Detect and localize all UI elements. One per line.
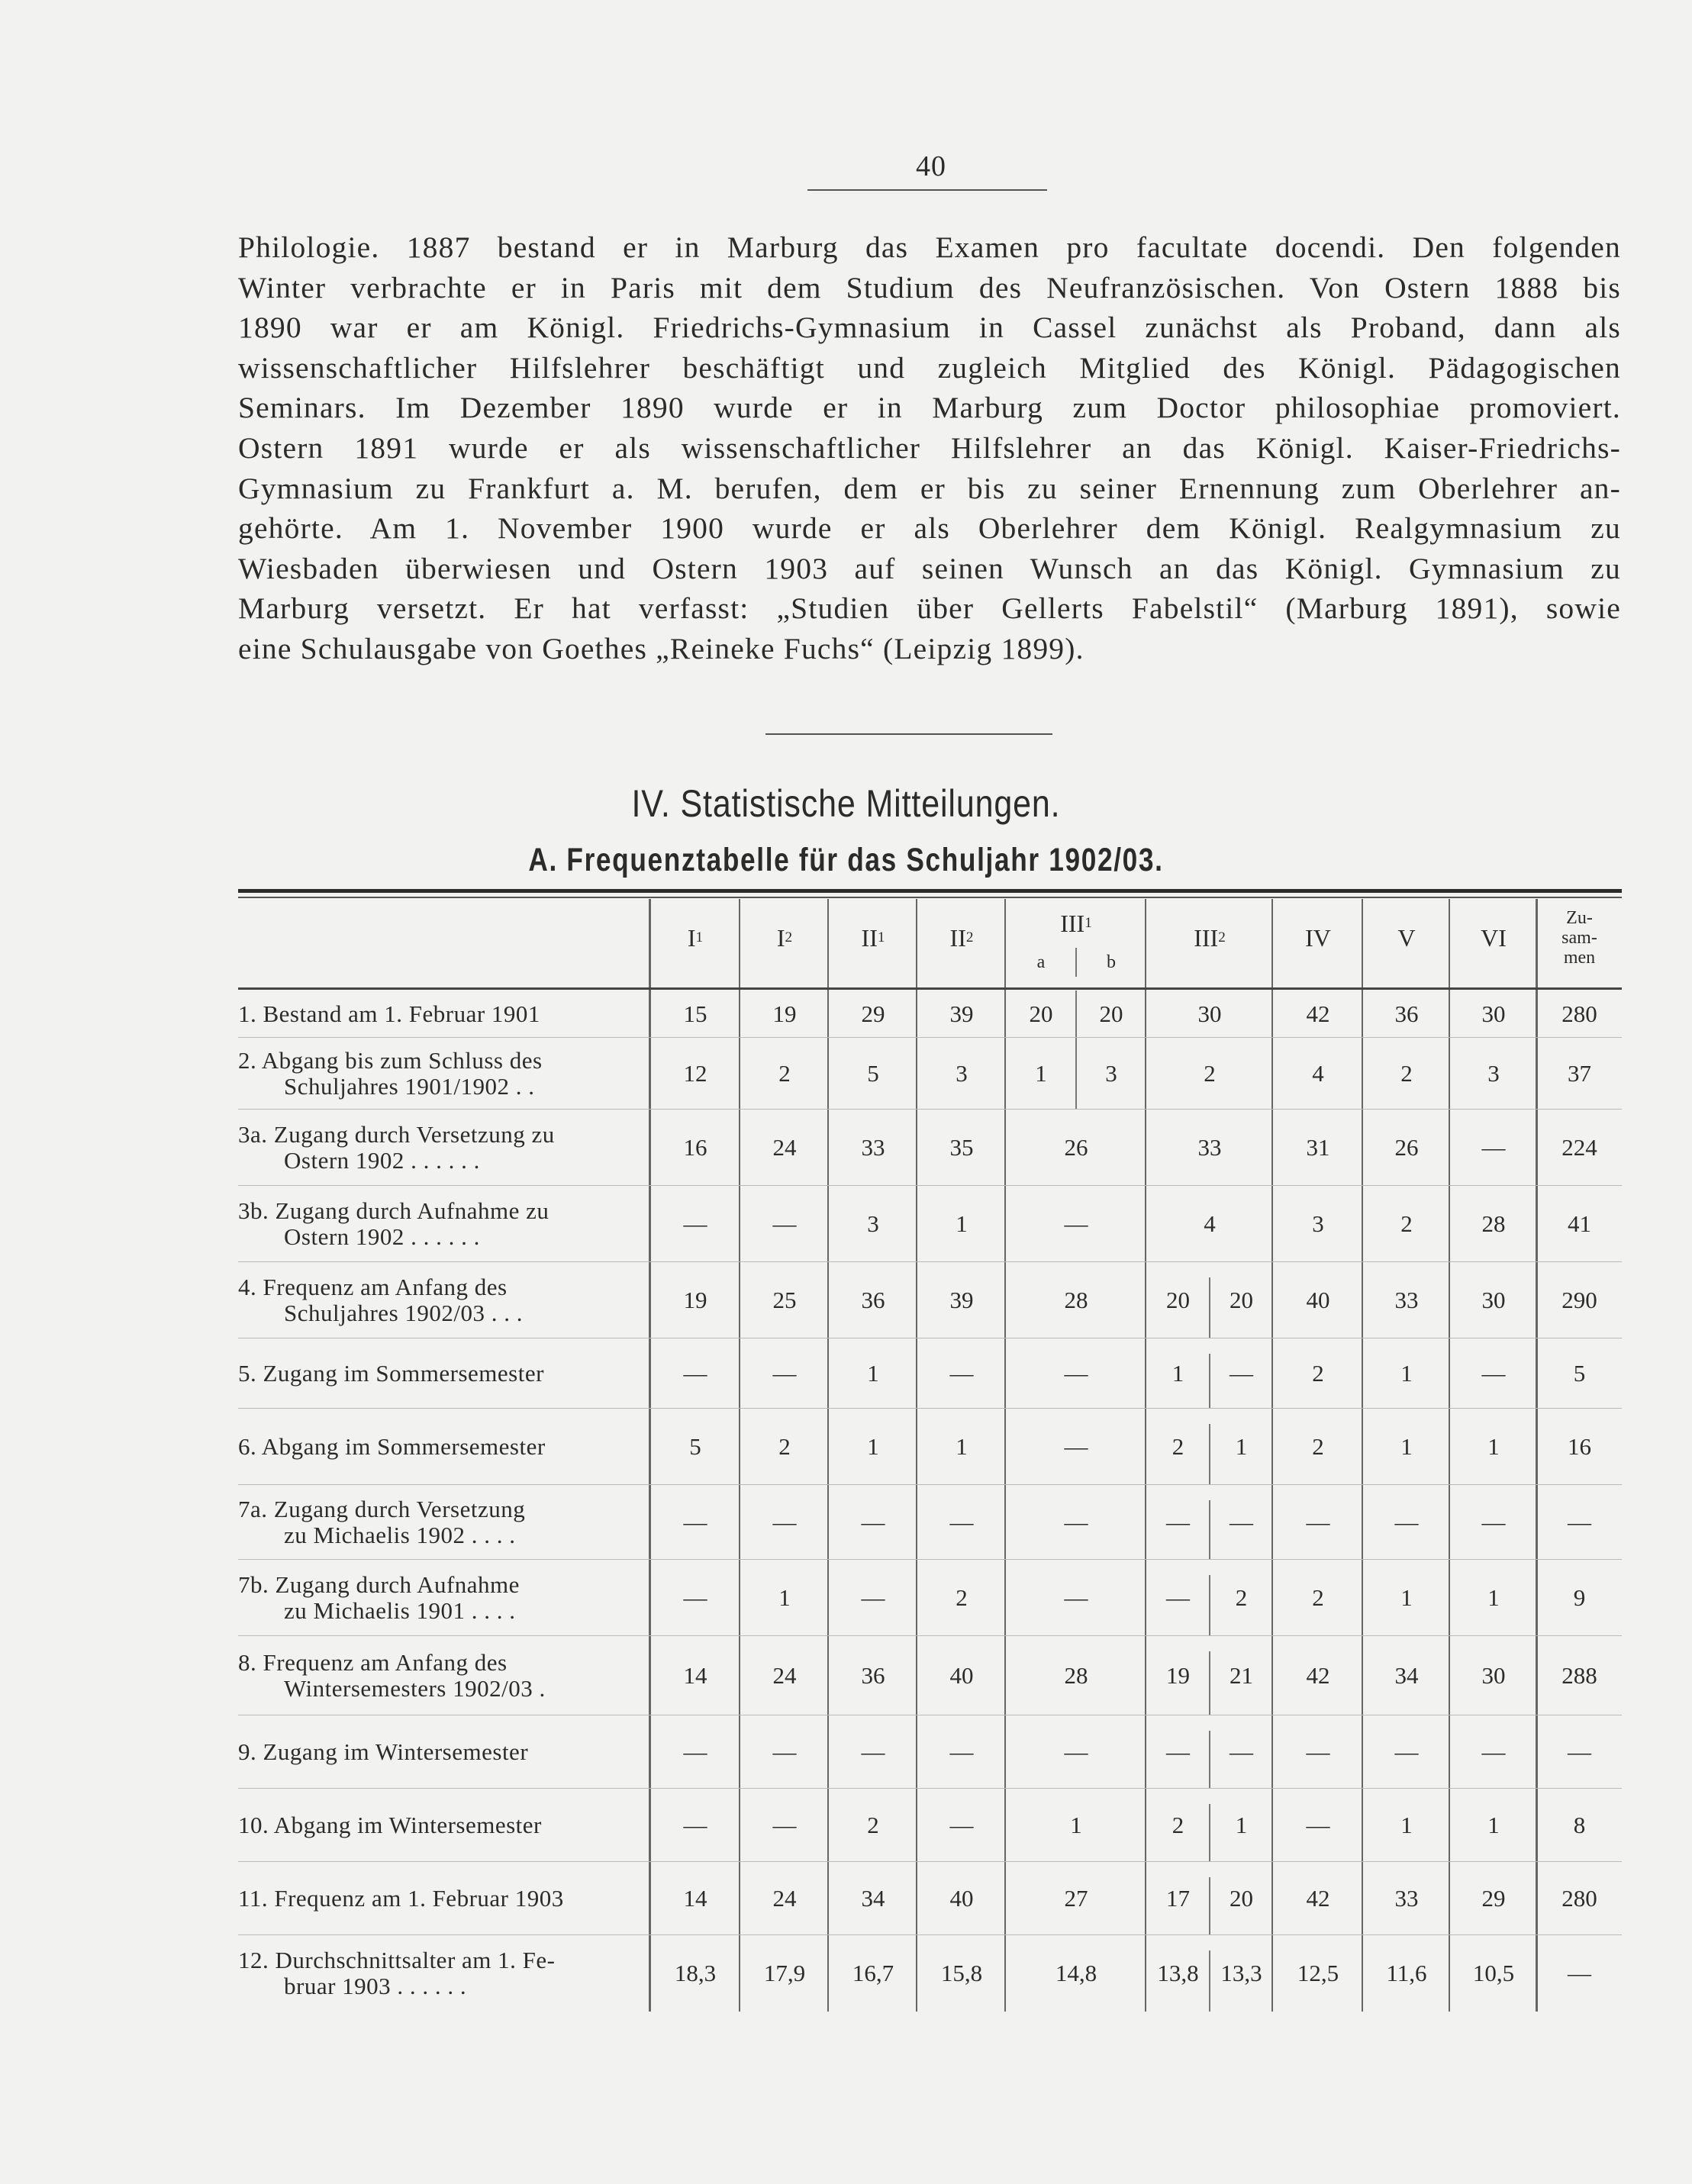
table-cell: 5 — [867, 1060, 879, 1087]
table-cell: 5 — [1573, 1360, 1586, 1387]
body-line: 1890 war er am Königl. Friedrichs-Gymnasium in Cassel zunächst als Proband, dann als — [238, 311, 1621, 345]
table-cell: 26 — [1394, 1134, 1419, 1161]
col-header-iii1-a: a — [1036, 952, 1046, 972]
row-label — [238, 1636, 635, 1715]
table-cell: 1 — [1035, 1060, 1047, 1087]
table-cell: — — [949, 1360, 974, 1387]
split-divider — [1209, 1424, 1210, 1485]
body-line: gehörte. Am 1. November 1900 wurde er als Oberlehrer dem Königl. Realgymnasium zu — [238, 511, 1621, 546]
table-cell: 15 — [683, 1000, 707, 1027]
table-cell: — — [949, 1738, 974, 1765]
col-header-total: Zu- sam- men — [1561, 908, 1597, 968]
row-label-line: 10. Abgang im Wintersemester — [238, 1812, 542, 1838]
table-cell: 1 — [956, 1210, 968, 1237]
table-cell: 13,3 — [1220, 1960, 1262, 1986]
body-line: Gymnasium zu Frankfurt a. M. berufen, dem er bis zu seiner Ernennung zum Oberlehrer an- — [238, 471, 1621, 505]
table-cell: 30 — [1481, 1287, 1506, 1313]
table-cell: — — [1064, 1738, 1088, 1765]
body-line: Wiesbaden überwiesen und Ostern 1903 auf seinen Wunsch an das Königl. Gymnasium zu — [238, 551, 1621, 585]
table-cell: — — [683, 1210, 707, 1237]
table-cell: 24 — [772, 1885, 797, 1912]
row-label — [238, 1409, 635, 1485]
table-cell: 280 — [1561, 1885, 1597, 1912]
table-cell: — — [1481, 1360, 1506, 1387]
row-label — [238, 1560, 635, 1636]
table-cell: 28 — [1064, 1287, 1088, 1313]
col-header-i1: I 1 — [687, 923, 704, 952]
split-divider — [1209, 1731, 1210, 1789]
table-cell: 8 — [1573, 1812, 1586, 1838]
table-cell: 1 — [1400, 1360, 1413, 1387]
table-cell: — — [1306, 1738, 1330, 1765]
table-cell: — — [949, 1812, 974, 1838]
table-cell: 4 — [1204, 1210, 1216, 1237]
table-cell: 40 — [1306, 1287, 1330, 1313]
col-header-iii2: III 2 — [1194, 923, 1226, 952]
table-cell: — — [1064, 1584, 1088, 1611]
table-cell: — — [1064, 1509, 1088, 1535]
table-cell: — — [1394, 1738, 1419, 1765]
row-label-line: zu Michaelis 1901 . . . . — [284, 1597, 516, 1624]
col-header-vi: VI — [1481, 923, 1507, 952]
table-cell: 36 — [861, 1287, 885, 1313]
table-cell: — — [683, 1738, 707, 1765]
table-cell: 11,6 — [1386, 1960, 1427, 1986]
header-bottom-rule — [238, 987, 1622, 990]
split-divider — [1075, 948, 1077, 977]
table-cell: 20 — [1166, 1287, 1190, 1313]
table-cell: — — [1306, 1509, 1330, 1535]
table-cell: 24 — [772, 1662, 797, 1689]
table-cell: — — [772, 1360, 797, 1387]
table-cell: 30 — [1197, 1000, 1222, 1027]
table-cell: 1 — [867, 1360, 879, 1387]
table-cell: 1 — [1400, 1812, 1413, 1838]
table-cell: 1 — [867, 1433, 879, 1460]
table-cell: — — [1481, 1738, 1506, 1765]
row-label — [238, 991, 635, 1038]
row-label-line: 8. Frequenz am Anfang des — [238, 1649, 508, 1676]
frequency-table — [238, 899, 1622, 2036]
table-cell: 34 — [1394, 1662, 1419, 1689]
table-cell: 13,8 — [1157, 1960, 1199, 1986]
table-cell: 14,8 — [1055, 1960, 1097, 1986]
header-rule — [807, 189, 1047, 191]
table-cell: 25 — [772, 1287, 797, 1313]
table-cell: — — [861, 1509, 885, 1535]
table-cell: 9 — [1573, 1584, 1586, 1611]
col-header-i2: I 2 — [776, 923, 793, 952]
row-label-line: Schuljahres 1901/1902 . . — [284, 1073, 535, 1100]
split-divider — [1209, 1950, 1210, 2012]
row-label — [238, 1038, 635, 1110]
table-cell: 2 — [1172, 1812, 1184, 1838]
table-cell: 3 — [956, 1060, 968, 1087]
row-label — [238, 1262, 635, 1338]
col-header-ii1: II 1 — [861, 923, 885, 952]
split-divider — [1209, 1651, 1210, 1715]
table-cell: — — [1568, 1960, 1591, 1986]
table-cell: — — [1230, 1360, 1253, 1387]
split-divider — [1075, 1038, 1077, 1110]
body-line: Marburg versetzt. Er hat verfasst: „Studien über Gellerts Fabelstil“ (Marburg 1891), sowie — [238, 591, 1621, 626]
table-cell: 3 — [1105, 1060, 1117, 1087]
table-cell: 2 — [956, 1584, 968, 1611]
table-cell: 21 — [1230, 1662, 1253, 1689]
table-cell: — — [1064, 1210, 1088, 1237]
row-label-line: 5. Zugang im Sommersemester — [238, 1360, 544, 1387]
table-cell: — — [1166, 1584, 1190, 1611]
table-cell: 1 — [1400, 1433, 1413, 1460]
table-cell: 12 — [683, 1060, 707, 1087]
table-cell: 41 — [1568, 1210, 1591, 1237]
table-cell: 1 — [956, 1433, 968, 1460]
table-cell: 1 — [1400, 1584, 1413, 1611]
table-cell: — — [1481, 1509, 1506, 1535]
table-cell: 1 — [1070, 1812, 1082, 1838]
split-divider — [1209, 1877, 1210, 1935]
table-title: A. Frequenztabelle für das Schuljahr 1902/03. — [528, 842, 1164, 878]
table-cell: 28 — [1064, 1662, 1088, 1689]
table-cell: — — [861, 1738, 885, 1765]
row-label-line: Ostern 1902 . . . . . . — [284, 1147, 480, 1174]
table-cell: 30 — [1481, 1662, 1506, 1689]
row-label-line: 7b. Zugang durch Aufnahme — [238, 1571, 520, 1598]
table-cell: — — [772, 1738, 797, 1765]
body-line: Ostern 1891 wurde er als wissenschaftlicher Hilfslehrer an das Königl. Kaiser-Friedrichs- — [238, 430, 1621, 465]
table-cell: 20 — [1099, 1000, 1123, 1027]
table-cell: 33 — [1394, 1885, 1419, 1912]
table-cell: — — [1230, 1738, 1253, 1765]
row-label-line: bruar 1903 . . . . . . — [284, 1973, 467, 1999]
row-label-line: 4. Frequenz am Anfang des — [238, 1274, 508, 1300]
table-cell: 15,8 — [940, 1960, 983, 1986]
table-cell: 2 — [1312, 1360, 1324, 1387]
table-cell: 42 — [1306, 1885, 1330, 1912]
table-cell: — — [683, 1812, 707, 1838]
table-cell: 36 — [861, 1662, 885, 1689]
row-label-line: 7a. Zugang durch Versetzung — [238, 1496, 526, 1522]
table-cell: 31 — [1306, 1134, 1330, 1161]
table-cell: 2 — [778, 1060, 791, 1087]
table-cell: 40 — [949, 1885, 974, 1912]
page-number: 40 — [916, 150, 946, 182]
row-label-line: 2. Abgang bis zum Schluss des — [238, 1047, 543, 1074]
table-cell: — — [1568, 1738, 1591, 1765]
row-label-line: Wintersemesters 1902/03 . — [284, 1675, 546, 1702]
body-line: Philologie. 1887 bestand er in Marburg das Examen pro facultate docendi. Den folgenden — [238, 230, 1621, 264]
table-cell: 290 — [1561, 1287, 1597, 1313]
table-cell: 33 — [1394, 1287, 1419, 1313]
table-cell: 17,9 — [763, 1960, 806, 1986]
table-cell: 42 — [1306, 1662, 1330, 1689]
table-cell: — — [683, 1584, 707, 1611]
table-cell: — — [1394, 1509, 1419, 1535]
table-cell: 33 — [861, 1134, 885, 1161]
table-cell: 2 — [1172, 1433, 1184, 1460]
table-cell: — — [1306, 1812, 1330, 1838]
row-label-line: 1. Bestand am 1. Februar 1901 — [238, 1000, 540, 1027]
table-cell: — — [683, 1509, 707, 1535]
table-cell: — — [1166, 1738, 1190, 1765]
table-cell: 2 — [778, 1433, 791, 1460]
table-cell: — — [861, 1584, 885, 1611]
table-cell: 2 — [1204, 1060, 1216, 1087]
row-label-line: 9. Zugang im Wintersemester — [238, 1738, 529, 1765]
body-line: eine Schulausgabe von Goethes „Reineke Fuchs“ (Leipzig 1899). — [238, 631, 1084, 665]
table-cell: — — [1064, 1360, 1088, 1387]
table-cell: 28 — [1481, 1210, 1506, 1237]
table-cell: 16,7 — [852, 1960, 894, 1986]
table-cell: 5 — [689, 1433, 701, 1460]
table-top-thin-rule — [238, 897, 1622, 898]
body-line: Seminars. Im Dezember 1890 wurde er in Marburg zum Doctor philosophiae promoviert. — [238, 391, 1621, 425]
split-divider — [1209, 1354, 1210, 1409]
table-cell: 36 — [1394, 1000, 1419, 1027]
table-cell: 16 — [1568, 1433, 1591, 1460]
table-cell: 16 — [683, 1134, 707, 1161]
table-cell: — — [1166, 1509, 1190, 1535]
table-cell: 2 — [1235, 1584, 1248, 1611]
table-cell: 40 — [949, 1662, 974, 1689]
table-cell: 1 — [1172, 1360, 1184, 1387]
table-cell: 2 — [867, 1812, 879, 1838]
row-label-line: 6. Abgang im Sommersemester — [238, 1433, 546, 1460]
table-cell: 2 — [1400, 1060, 1413, 1087]
split-divider — [1075, 991, 1077, 1038]
col-header-iii1: III 1 — [1060, 909, 1092, 937]
table-cell: 42 — [1306, 1000, 1330, 1027]
row-label-line: 12. Durchschnittsalter am 1. Fe- — [238, 1947, 556, 1973]
table-cell: 39 — [949, 1287, 974, 1313]
table-cell: 3 — [1312, 1210, 1324, 1237]
col-header-iv: IV — [1305, 923, 1331, 952]
table-cell: 37 — [1568, 1060, 1591, 1087]
table-cell: — — [1230, 1509, 1253, 1535]
table-cell: — — [772, 1509, 797, 1535]
row-label-line: Ostern 1902 . . . . . . — [284, 1223, 480, 1250]
col-header-v: V — [1397, 923, 1416, 952]
table-cell: 2 — [1400, 1210, 1413, 1237]
row-label-line: Schuljahres 1902/03 . . . — [284, 1300, 523, 1326]
table-cell: — — [772, 1210, 797, 1237]
table-cell: 29 — [1481, 1885, 1506, 1912]
table-cell: 24 — [772, 1134, 797, 1161]
table-cell: 33 — [1197, 1134, 1222, 1161]
row-label — [238, 1186, 635, 1262]
table-cell: 1 — [1487, 1812, 1500, 1838]
table-cell: 20 — [1230, 1287, 1253, 1313]
row-label — [238, 1789, 635, 1862]
table-cell: 19 — [772, 1000, 797, 1027]
table-cell: 20 — [1230, 1885, 1253, 1912]
table-cell: 20 — [1029, 1000, 1053, 1027]
table-cell: 34 — [861, 1885, 885, 1912]
row-label — [238, 1338, 635, 1409]
table-cell: 1 — [1235, 1433, 1248, 1460]
row-label-line: 3b. Zugang durch Aufnahme zu — [238, 1197, 549, 1224]
table-cell: 1 — [1487, 1584, 1500, 1611]
table-cell: 4 — [1312, 1060, 1324, 1087]
table-cell: 2 — [1312, 1433, 1324, 1460]
col-header-ii2: II 2 — [949, 923, 974, 952]
table-cell: 14 — [683, 1662, 707, 1689]
table-cell: 29 — [861, 1000, 885, 1027]
table-cell: — — [772, 1812, 797, 1838]
row-label — [238, 1485, 635, 1560]
table-cell: 1 — [1487, 1433, 1500, 1460]
body-line: wissenschaftlicher Hilfslehrer beschäftigt und zugleich Mitglied des Königl. Pädagogischen — [238, 350, 1621, 385]
table-cell: 2 — [1312, 1584, 1324, 1611]
table-cell: 17 — [1166, 1885, 1190, 1912]
split-divider — [1209, 1804, 1210, 1862]
table-cell: 14 — [683, 1885, 707, 1912]
table-cell: — — [683, 1360, 707, 1387]
table-cell: 1 — [1235, 1812, 1248, 1838]
row-label-line: 11. Frequenz am 1. Februar 1903 — [238, 1885, 564, 1912]
body-text — [238, 227, 1621, 669]
row-label — [238, 1862, 635, 1935]
row-label — [238, 1935, 635, 2012]
table-cell: 18,3 — [674, 1960, 717, 1986]
section-divider — [765, 733, 1052, 735]
table-cell: 10,5 — [1472, 1960, 1515, 1986]
table-cell: 3 — [867, 1210, 879, 1237]
row-label — [238, 1715, 635, 1789]
table-cell: 288 — [1561, 1662, 1597, 1689]
section-title: IV. Statistische Mitteilungen. — [631, 782, 1061, 825]
split-divider — [1209, 1277, 1210, 1338]
table-cell: 1 — [778, 1584, 791, 1611]
table-cell: 19 — [683, 1287, 707, 1313]
table-cell: 30 — [1481, 1000, 1506, 1027]
table-cell: 39 — [949, 1000, 974, 1027]
body-line: Winter verbrachte er in Paris mit dem Studium des Neufranzösischen. Von Ostern 1888 bis — [238, 270, 1621, 304]
table-cell: 35 — [949, 1134, 974, 1161]
table-cell: — — [1568, 1509, 1591, 1535]
table-cell: 280 — [1561, 1000, 1597, 1027]
table-cell: — — [1481, 1134, 1506, 1161]
split-divider — [1209, 1575, 1210, 1636]
row-label-line: 3a. Zugang durch Versetzung zu — [238, 1121, 555, 1148]
table-cell: 27 — [1064, 1885, 1088, 1912]
table-cell: 26 — [1064, 1134, 1088, 1161]
table-cell: — — [1064, 1433, 1088, 1460]
table-cell: 12,5 — [1297, 1960, 1339, 1986]
row-label-line: zu Michaelis 1902 . . . . — [284, 1522, 516, 1548]
col-header-iii1-b: b — [1107, 952, 1116, 972]
table-cell: 19 — [1166, 1662, 1190, 1689]
row-label — [238, 1110, 635, 1186]
table-cell: — — [949, 1509, 974, 1535]
split-divider — [1209, 1500, 1210, 1560]
table-top-thick-rule — [238, 889, 1622, 893]
table-cell: 3 — [1487, 1060, 1500, 1087]
table-cell: 224 — [1561, 1134, 1597, 1161]
